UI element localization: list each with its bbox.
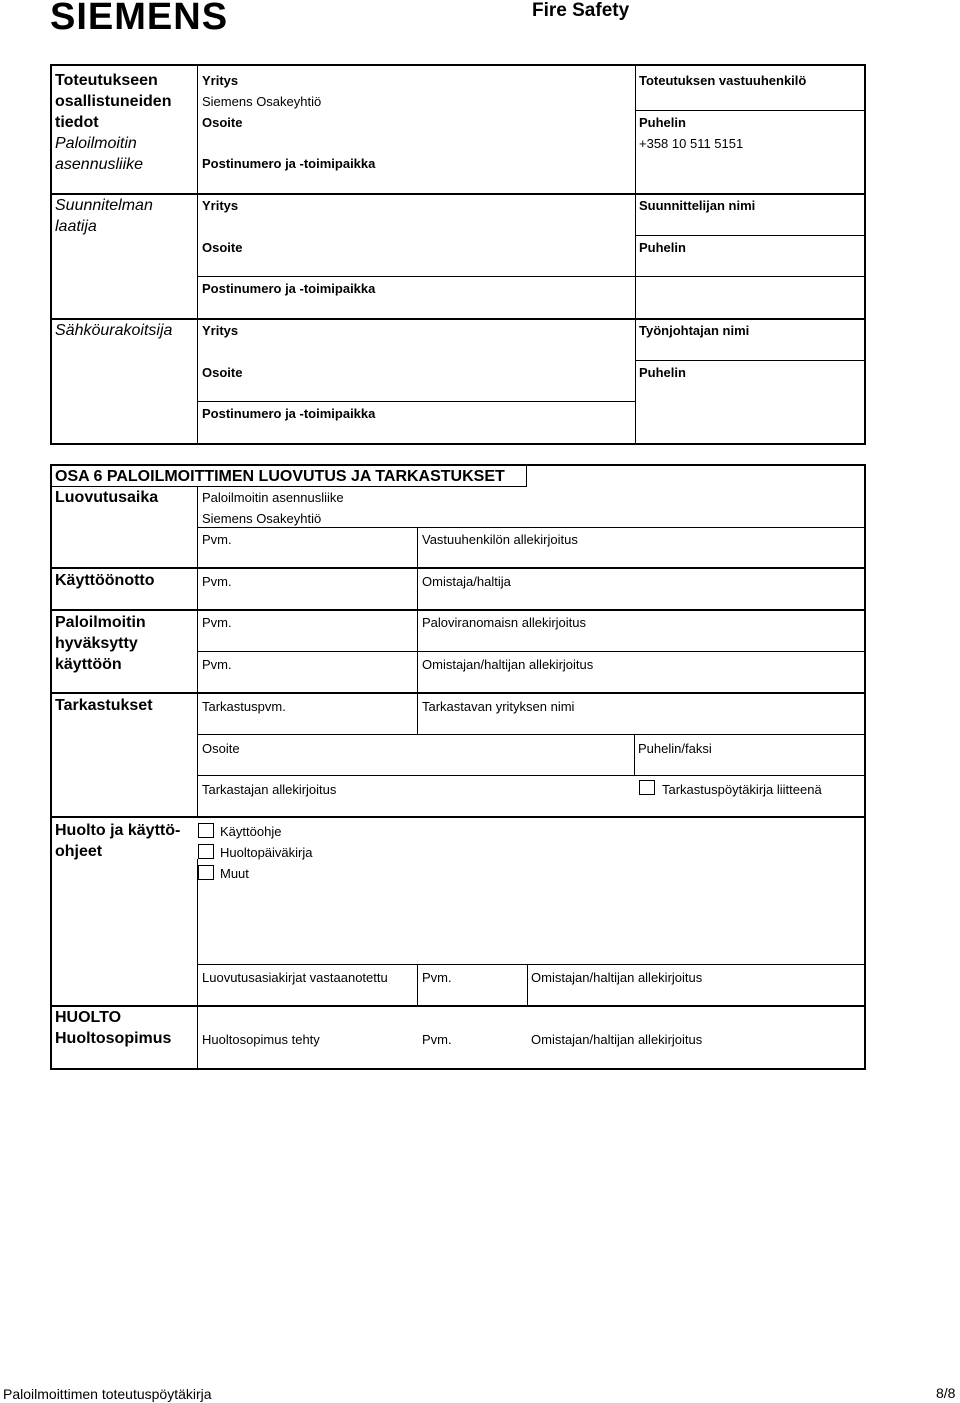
footer-doc-name: Paloilmoittimen toteutuspöytäkirja <box>3 1386 212 1402</box>
divider <box>51 609 865 611</box>
divider <box>51 816 865 818</box>
participants-section-label: Toteutukseen osallistuneiden tiedot <box>55 72 172 131</box>
divider <box>51 318 865 320</box>
user-manual-checkbox[interactable] <box>198 823 214 838</box>
inspection-report-checkbox[interactable] <box>639 780 655 795</box>
divider <box>635 65 636 444</box>
owner-approval-date-label: Pvm. <box>202 657 232 672</box>
participants-table <box>50 64 866 445</box>
address-label: Osoite <box>202 115 243 130</box>
other-checkbox[interactable] <box>198 865 214 880</box>
divider <box>417 694 418 735</box>
planner-name-label: Suunnittelijan nimi <box>639 198 756 213</box>
divider <box>198 401 636 402</box>
fire-authority-signature-label: Paloviranomaisn allekirjoitus <box>422 615 587 630</box>
divider <box>417 965 418 1006</box>
handover-date-label: Pvm. <box>202 532 232 547</box>
company-label: Yritys <box>202 73 239 88</box>
docs-received-signature-label: Omistajan/haltijan allekirjoitus <box>531 970 703 985</box>
service-contract-label: Huoltosopimus tehty <box>202 1032 320 1047</box>
maintenance-log-checkbox[interactable] <box>198 844 214 859</box>
divider <box>417 528 418 568</box>
planner-address-label: Osoite <box>202 240 243 255</box>
commissioning-owner-label: Omistaja/haltija <box>422 574 511 589</box>
phone-value: +358 10 511 5151 <box>639 136 744 151</box>
electrical-section-label: Sähköurakoitsija <box>55 322 173 339</box>
installer-label: Paloilmoitin asennusliike <box>55 135 144 173</box>
docs-received-label: Luovutusasiakirjat vastaanotettu <box>202 970 388 985</box>
divider <box>198 734 865 735</box>
inspector-signature-label: Tarkastajan allekirjoitus <box>202 782 337 797</box>
approved-label: Paloilmoitin hyväksytty käyttöön <box>55 614 146 673</box>
divider <box>51 1005 865 1007</box>
divider <box>197 65 198 444</box>
electrical-address-label: Osoite <box>202 365 243 380</box>
inspector-address-label: Osoite <box>202 741 240 756</box>
service-contract-signature-label: Omistajan/haltijan allekirjoitus <box>531 1032 703 1047</box>
planner-phone-label: Puhelin <box>639 240 686 255</box>
responsible-signature-label: Vastuuhenkilön allekirjoitus <box>422 532 578 547</box>
other-label: Muut <box>220 866 249 881</box>
electrical-phone-label: Puhelin <box>639 365 686 380</box>
divider <box>526 465 527 487</box>
page-number: 8/8 <box>936 1385 956 1401</box>
service-heading: HUOLTO Huoltosopimus <box>55 1009 172 1047</box>
planner-postal-label: Postinumero ja -toimipaikka <box>202 281 376 296</box>
document-title: Fire Safety <box>532 0 630 21</box>
divider <box>198 775 865 776</box>
divider <box>417 569 418 610</box>
divider <box>636 360 864 361</box>
divider <box>51 193 865 195</box>
divider <box>198 527 865 528</box>
responsible-label: Toteutuksen vastuuhenkilö <box>639 73 807 88</box>
commissioning-label: Käyttöönotto <box>55 572 155 589</box>
approved-date-label: Pvm. <box>202 615 232 630</box>
electrical-postal-label: Postinumero ja -toimipaikka <box>202 406 376 421</box>
divider <box>198 276 864 277</box>
part6-heading: OSA 6 PALOILMOITTIMEN LUOVUTUS JA TARKASTUKSET <box>55 468 505 485</box>
divider <box>636 235 864 236</box>
electrical-company-label: Yritys <box>202 323 239 338</box>
handover-installer-label: Paloilmoitin asennusliike <box>202 490 344 505</box>
handover-installer-value: Siemens Osakeyhtiö <box>202 511 322 526</box>
divider <box>51 567 865 569</box>
planner-section-label: Suunnitelman laatija <box>55 197 153 235</box>
divider <box>197 487 198 817</box>
service-contract-date-label: Pvm. <box>422 1032 452 1047</box>
foreman-label: Työnjohtajan nimi <box>639 323 750 338</box>
divider <box>198 651 865 652</box>
divider <box>51 692 865 694</box>
postal-label: Postinumero ja -toimipaikka <box>202 156 376 171</box>
phone-label: Puhelin <box>639 115 686 130</box>
planner-company-label: Yritys <box>202 198 239 213</box>
divider <box>198 964 865 965</box>
owner-signature-label: Omistajan/haltijan allekirjoitus <box>422 657 594 672</box>
handover-table <box>50 464 866 1070</box>
divider <box>636 110 864 111</box>
siemens-logo: SIEMENS <box>50 0 229 38</box>
company-value: Siemens Osakeyhtiö <box>202 94 322 109</box>
divider <box>527 965 528 1006</box>
inspection-date-label: Tarkastuspvm. <box>202 699 286 714</box>
user-manual-label: Käyttöohje <box>220 824 282 839</box>
divider <box>634 735 635 776</box>
maintenance-log-label: Huoltopäiväkirja <box>220 845 313 860</box>
handover-time-label: Luovutusaika <box>55 489 159 506</box>
maintenance-label: Huolto ja käyttö- ohjeet <box>55 822 181 860</box>
docs-received-date-label: Pvm. <box>422 970 452 985</box>
inspection-report-label: Tarkastuspöytäkirja liitteenä <box>662 782 822 797</box>
inspector-company-label: Tarkastavan yrityksen nimi <box>422 699 575 714</box>
inspections-label: Tarkastukset <box>55 697 153 714</box>
inspector-phone-fax-label: Puhelin/faksi <box>638 741 712 756</box>
divider <box>417 611 418 693</box>
commissioning-date-label: Pvm. <box>202 574 232 589</box>
